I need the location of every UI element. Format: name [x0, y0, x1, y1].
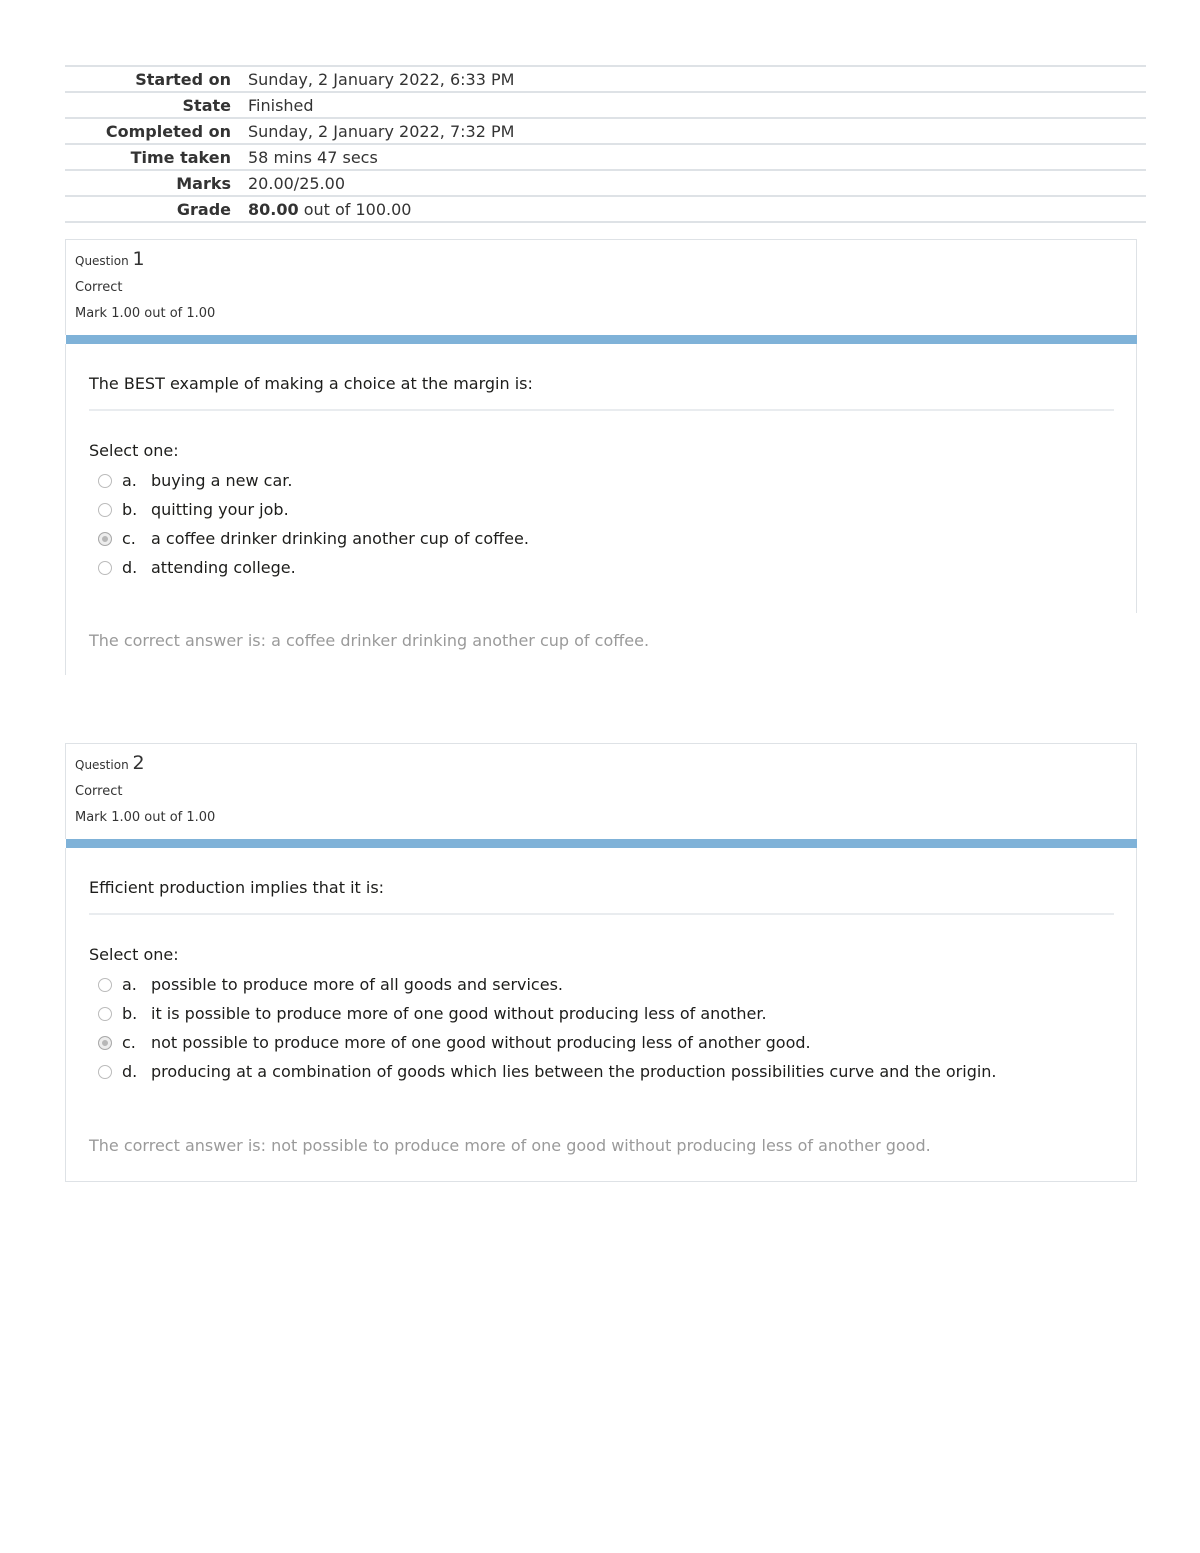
- question-prefix: Question: [75, 254, 129, 268]
- summary-row-grade: [65, 197, 1146, 223]
- answer-option-b[interactable]: [89, 999, 1114, 1028]
- option-text: a coffee drinker drinking another cup of coffee.: [151, 529, 529, 548]
- option-letter: c.: [122, 1033, 136, 1052]
- option-text: producing at a combination of goods which lies between the production possibilities curve and the origin.: [151, 1062, 997, 1081]
- summary-value: Finished: [248, 95, 314, 115]
- summary-value: [231, 200, 411, 219]
- question-state: Correct: [75, 784, 123, 799]
- option-letter: d.: [122, 1062, 138, 1081]
- question-text: The BEST example of making a choice at the margin is:: [89, 344, 1114, 411]
- answer-option-b[interactable]: [89, 495, 1114, 524]
- option-letter: c.: [122, 529, 136, 548]
- question-divider-bar: [66, 839, 1137, 848]
- option-text: possible to produce more of all goods and services.: [151, 975, 563, 994]
- option-letter: b.: [122, 500, 138, 519]
- answer-option-c[interactable]: [89, 1028, 1114, 1057]
- answer-option-a[interactable]: [89, 466, 1114, 495]
- option-letter: a.: [122, 471, 137, 490]
- summary-row-time-taken: [65, 145, 1146, 171]
- answer-option-d[interactable]: [89, 1057, 1114, 1086]
- summary-value: 58 mins 47 secs: [248, 147, 378, 167]
- option-text: quitting your job.: [151, 500, 289, 519]
- summary-label: Started on: [135, 69, 231, 89]
- answer-option-c[interactable]: [89, 524, 1114, 553]
- answer-option-d[interactable]: [89, 553, 1114, 582]
- question-number: [75, 248, 1127, 270]
- summary-label: Completed on: [105, 121, 231, 141]
- question-text: Efficient production implies that it is:: [89, 848, 1114, 915]
- option-text: it is possible to produce more of one good without producing less of another.: [151, 1004, 767, 1023]
- attempt-summary: [65, 65, 1146, 223]
- question-2: [65, 743, 1137, 1182]
- summary-value: Sunday, 2 January 2022, 7:32 PM: [248, 121, 515, 141]
- option-text: attending college.: [151, 558, 296, 577]
- correct-answer-feedback: The correct answer is: a coffee drinker drinking another cup of coffee.: [65, 613, 1137, 675]
- option-letter: a.: [122, 975, 137, 994]
- option-letter: d.: [122, 558, 138, 577]
- question-number-value: 1: [132, 248, 145, 270]
- radio-button[interactable]: [98, 561, 112, 575]
- radio-button[interactable]: [98, 503, 112, 517]
- question-content: [65, 848, 1137, 1118]
- summary-label: Marks: [176, 173, 231, 193]
- question-mark: Mark 1.00 out of 1.00: [75, 306, 216, 321]
- correct-answer-feedback: The correct answer is: not possible to produce more of one good without producing less of another good.: [65, 1118, 1137, 1182]
- select-one-label: Select one:: [89, 945, 179, 964]
- radio-button[interactable]: [98, 978, 112, 992]
- question-content: [65, 344, 1137, 613]
- summary-label: State: [182, 95, 231, 115]
- question-state: Correct: [75, 280, 123, 295]
- question-1: [65, 239, 1137, 675]
- summary-value: 20.00/25.00: [248, 173, 345, 193]
- select-one-label: Select one:: [89, 441, 179, 460]
- summary-row-started: [65, 67, 1146, 93]
- summary-label: Time taken: [130, 147, 231, 167]
- summary-label: Grade: [176, 199, 231, 219]
- question-prefix: Question: [75, 758, 129, 772]
- summary-row-marks: [65, 171, 1146, 197]
- radio-button-selected[interactable]: [98, 1036, 112, 1050]
- option-text: not possible to produce more of one good without producing less of another good.: [151, 1033, 811, 1052]
- radio-button-selected[interactable]: [98, 532, 112, 546]
- question-info: [65, 239, 1137, 335]
- grade-out-of: out of 100.00: [298, 199, 412, 219]
- summary-row-state: [65, 93, 1146, 119]
- question-number: [75, 752, 1127, 774]
- grade-value: 80.00: [248, 199, 299, 219]
- radio-button[interactable]: [98, 474, 112, 488]
- radio-button[interactable]: [98, 1007, 112, 1021]
- option-text: buying a new car.: [151, 471, 293, 490]
- question-mark: Mark 1.00 out of 1.00: [75, 810, 216, 825]
- option-letter: b.: [122, 1004, 138, 1023]
- summary-value: Sunday, 2 January 2022, 6:33 PM: [248, 69, 515, 89]
- question-info: [65, 743, 1137, 839]
- summary-row-completed: [65, 119, 1146, 145]
- radio-button[interactable]: [98, 1065, 112, 1079]
- answer-option-a[interactable]: [89, 970, 1114, 999]
- question-divider-bar: [66, 335, 1137, 344]
- question-number-value: 2: [132, 752, 145, 774]
